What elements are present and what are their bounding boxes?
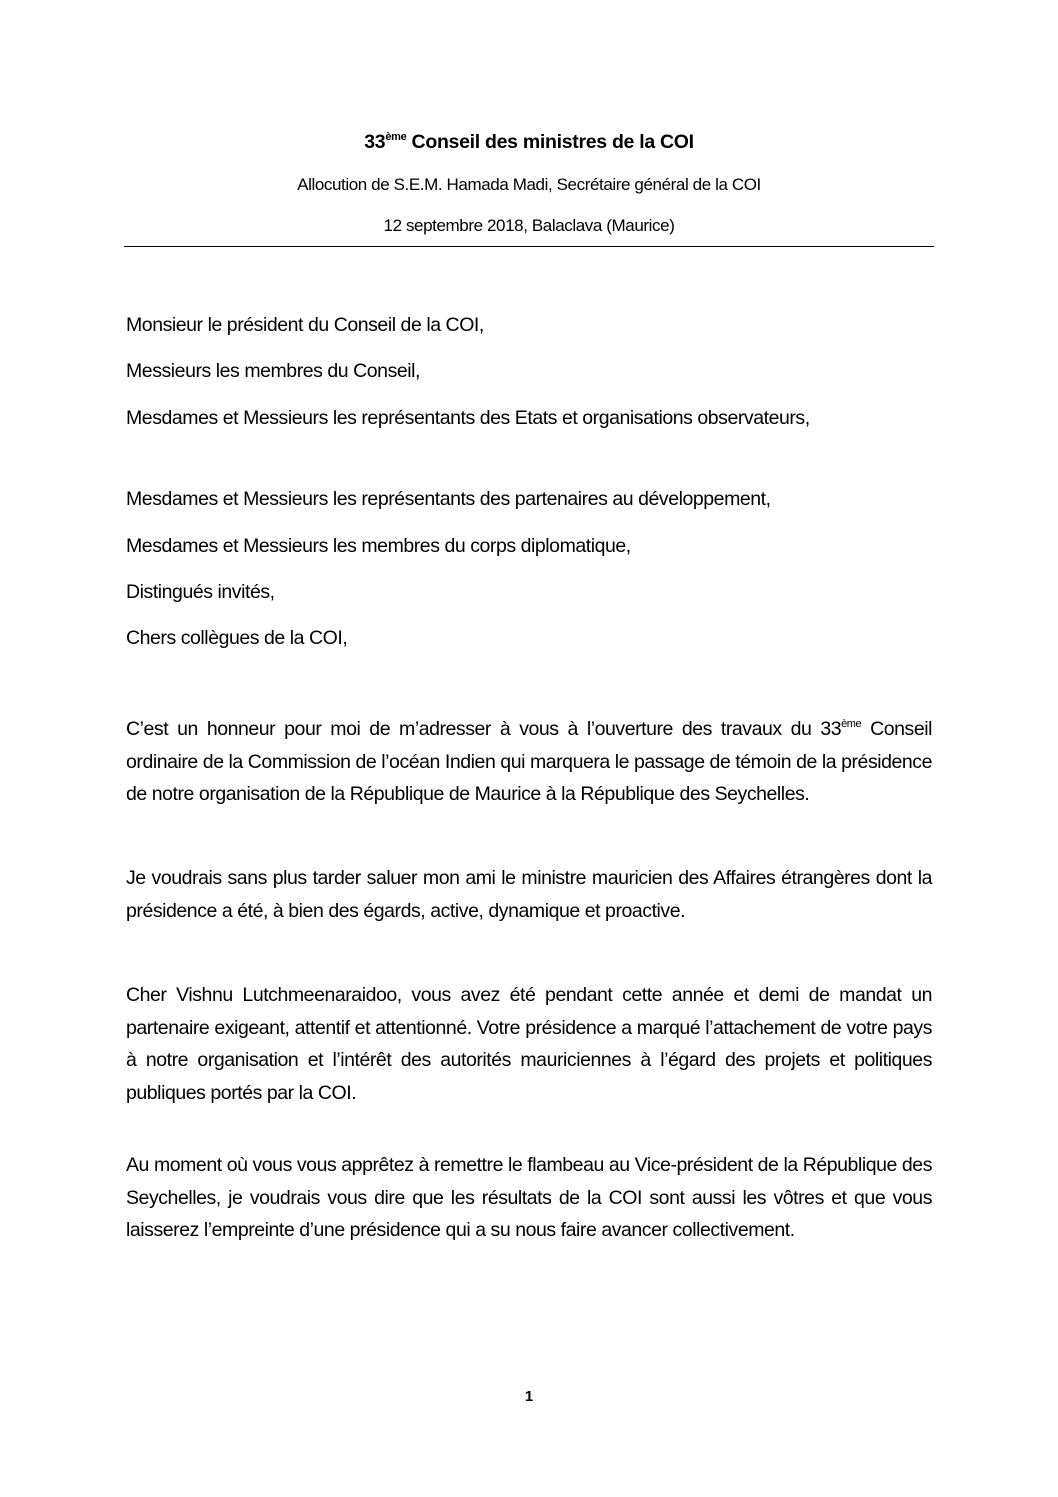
title-text: Conseil des ministres de la COI [406, 131, 694, 153]
paragraph-1-rest: Conseil ordinaire de la Commission de l’océan Indien qui marquera le passage de témoin de la présidence de notre organisation de la République de Maurice à la République des Seychelles. [126, 718, 933, 805]
document-title [124, 128, 934, 156]
document-subtitle: Allocution de S.E.M. Hamada Madi, Secrétaire général de la COI [297, 175, 761, 194]
document-dateline: 12 septembre 2018, Balaclava (Maurice) [383, 216, 675, 235]
salutation-1: Monsieur le président du Conseil de la COI, [126, 314, 484, 336]
paragraph-3: Cher Vishnu Lutchmeenaraidoo, vous avez été pendant cette année et demi de mandat un partenaire exigeant, attentif et attentionné. Votre présidence a marqué l’attachement de votre pays à notre organisation et l’intérêt des autorités mauriciennes à l’égard des projets et politiques publiques portés par la COI. [126, 984, 932, 1104]
salutation-7: Chers collègues de la COI, [126, 627, 348, 649]
paragraph-1-start: C’est un honneur pour moi de m’adresser à vous à l’ouverture des travaux du [126, 718, 821, 740]
header-divider [124, 246, 934, 247]
salutation-4: Mesdames et Messieurs les représentants des partenaires au développement, [126, 488, 771, 510]
salutation-6: Distingués invités, [126, 581, 275, 603]
salutation-5: Mesdames et Messieurs les membres du corps diplomatique, [126, 535, 631, 557]
title-ordinal: 33 [364, 131, 386, 153]
salutation-2: Messieurs les membres du Conseil, [126, 360, 421, 382]
paragraph-1-superscript: ème [841, 718, 862, 730]
paragraph-2: Je voudrais sans plus tarder saluer mon ami le ministre mauricien des Affaires étrangères dont la présidence a été, à bien des égards, active, dynamique et proactive. [126, 867, 932, 922]
paragraph-1 [126, 713, 932, 811]
paragraph-4: Au moment où vous vous apprêtez à remettre le flambeau au Vice-président de la République des Seychelles, je voudrais vous dire que les résultats de la COI sont aussi les vôtres et que vous laisserez l’empreinte d’une présidence qui a su nous faire avancer collectivement. [126, 1154, 932, 1241]
salutation-3: Mesdames et Messieurs les représentants des Etats et organisations observateurs, [126, 407, 810, 429]
document-header [124, 128, 934, 238]
paragraph-1-ordinal: 33 [820, 718, 842, 740]
title-superscript: ème [385, 131, 407, 143]
page-number: 1 [524, 1388, 534, 1405]
